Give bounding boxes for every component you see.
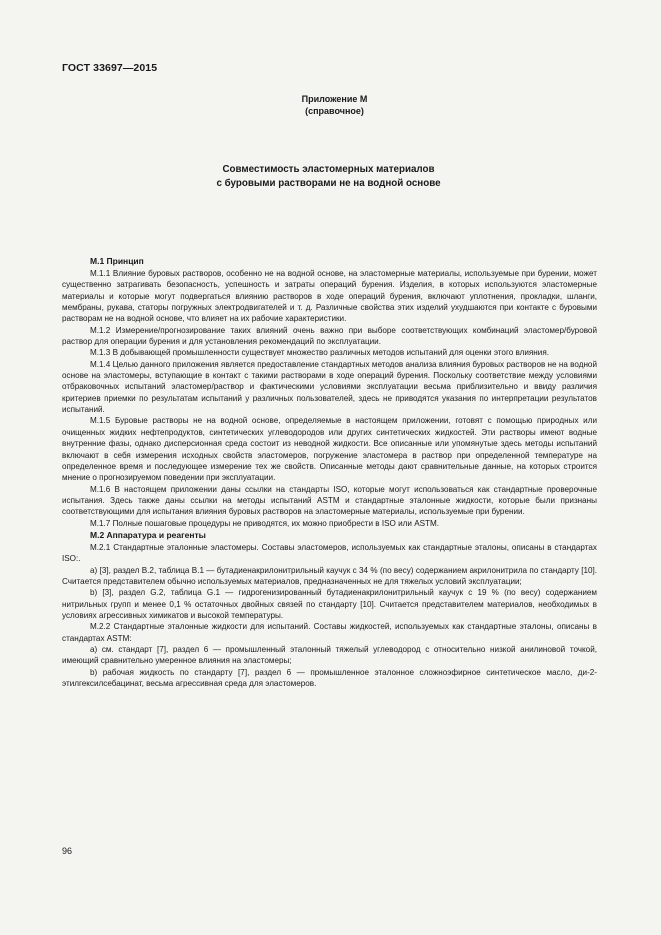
paragraph-m1-1: М.1.1 Влияние буровых растворов, особенно не на водной основе, на эластомерные материалы, используемые при бурении, может существенно затрагивать безопасность, успешность и затраты операций бурения. Изделия, в которых используются эластомерные материалы и которые могут подвергаться влиянию растворов в ходе операций бурения, включают уплотнения, прокладки, шланги, мембраны, рукава, статоры погружных электродвигателей и т. д. Различные свойства этих изделий ухудшаются при контакте с буровыми растворам не на водной основе, что влияет на их рабочие характеристики.: [62, 269, 597, 324]
paragraph-m1-6: М.1.6 В настоящем приложении даны ссылки на стандарты ISO, которые могут использоваться как стандартные проверочные испытания. Здесь также даны ссылки на методы испытаний ASTM и стандартные эталонные жидкости, которые были признаны соответствующими для испытания влияния буровых растворов на эластомерные материалы, используемые при бурении.: [62, 484, 597, 517]
annex-title: Приложение М: [301, 94, 368, 104]
paragraph-m1-2: М.1.2 Измерение/прогнозирование таких влияний очень важно при выборе соответствующих комбинаций эластомер/буровой раствор для операции бурения и для установления рекомендаций по эксплуатации.: [62, 325, 597, 347]
annex-document-title: [0, 163, 661, 191]
paragraph-m1-7: М.1.7 Полные пошаговые процедуры не приводятся, их можно приобрести в ISO или ASTM.: [90, 518, 440, 528]
annex-subtitle: (справочное): [305, 106, 364, 116]
section-heading-m2: М.2 Аппаратура и реагенты: [90, 529, 206, 540]
paragraph-m1-5: М.1.5 Буровые растворы не на водной основе, определяемые в настоящем приложении, готовят с помощью природных или очищенных жидких нефтепродуктов, синтетических углеводородов или других синтетических жидкостей. Эти растворы имеют водные внутренние фазы, однако дисперсионная среда состоит из неводной жидкости. Все описанные или упомянутые здесь методы испытаний включают в себя измерения исходных свойств эластомеров, погружение эластомера в раствор при определенной температуре на определенное время и последующее измерение тех же свойств. Описанные методы дают сравнительные данные, на которых строится мнение о прогнозируемом поведении при эксплуатации.: [62, 416, 597, 483]
title-line-1: Совместимость эластомерных материалов: [222, 164, 435, 175]
paragraph-m2-2-a: a) см. стандарт [7], раздел 6 — промышленный эталонный тяжелый углеводород с относительно низкой анилиновой точкой, имеющий сравнительно умеренное влияния на эластомеры;: [62, 645, 597, 666]
paragraph-m2-1-a: a) [3], раздел В.2, таблица В.1 — бутадиенакрилонитрильный каучук с 34 % (по весу) содержанием акрилонитрила по стандарту [10]. Считается представителем обычно используемых материалов, предназначенных не для тяжелых условий эксплуатации;: [62, 565, 597, 586]
annex-heading: [0, 93, 661, 117]
paragraph-m2-1: М.2.1 Стандартные эталонные эластомеры. Составы эластомеров, используемых как стандартные эталоны, описаны в стандартах ISO:.: [62, 542, 597, 564]
paragraph-m2-2: М.2.2 Стандартные эталонные жидкости для испытаний. Составы жидкостей, используемых как стандартные эталоны, описаны в стандартах ASTM:: [62, 622, 597, 643]
paragraph-m2-2-b: b) рабочая жидкость по стандарту [7], раздел 6 — промышленное эталонное сложноэфирное синтетическое масло, ди-2-этилгексилсебацинат, весьма агрессивная среда для эластомеров.: [62, 667, 597, 689]
paragraph-m2-1-b: b) [3], раздел G.2, таблица G.1 — гидрогенизированный бутадиенакрилонитрильный каучук с 19 % (по весу) содержанием нитрильных групп и менее 0,1 % остаточных двойных связей по стандарту [10]. Считается представителем материалов, необходимых в условиях агрессивных химикатов и высокой температуры.: [62, 588, 597, 620]
standard-designation: ГОСТ 33697—2015: [62, 62, 158, 74]
paragraph-m1-3: М.1.3 В добывающей промышленности существует множество различных методов испытаний для оценки этого влияния.: [90, 348, 549, 358]
document-body: [62, 255, 597, 689]
page-number: 96: [62, 846, 73, 856]
title-line-2: с буровыми растворами не на водной основе: [216, 178, 441, 189]
section-heading-m1: М.1 Принцип: [90, 256, 144, 266]
paragraph-m1-4: М.1.4 Целью данного приложения является предоставление стандартных методов анализа влияния буровых растворов не на водной основе на эластомеры, вступающие в контакт с такими растворами в ходе операций бурения. Поскольку соответствие между условиями отбраковочных испытаний эластомер/раствор и фактическими условиями эксплуатации весьма приблизительно и ввиду различия критериев приемки по результатам испытаний у различных пользователей, здесь не приводятся указания по интерпретации результатов испытаний.: [62, 359, 597, 415]
